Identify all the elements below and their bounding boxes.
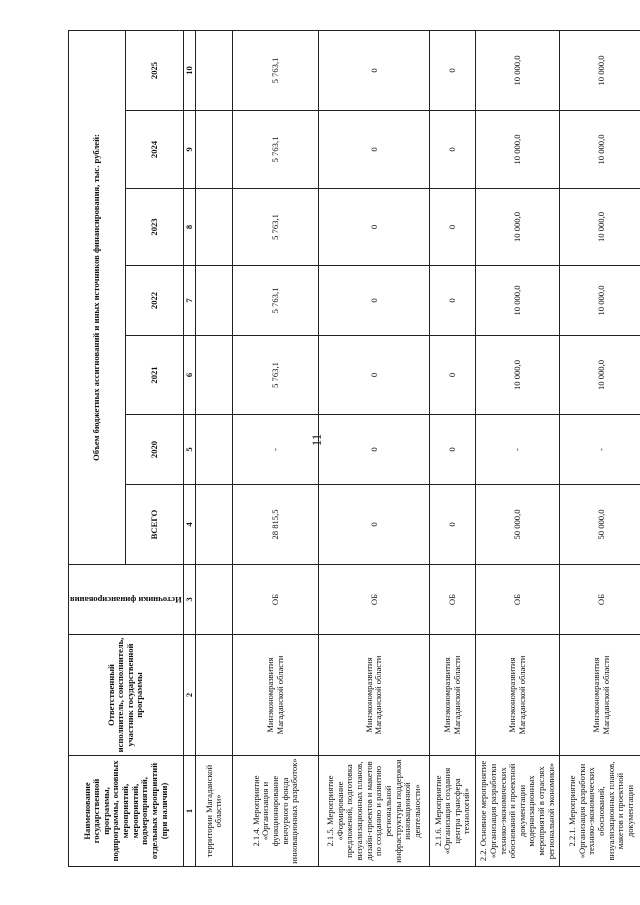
row-value-2021: 10 000,0 xyxy=(476,336,560,415)
row-name: 2.1.4. Мероприятие «Организация и функционирование венчурного фонда инновационных разработок» xyxy=(233,756,319,867)
row-value-2023: 10 000,0 xyxy=(476,189,560,266)
row-value-2020: - xyxy=(476,415,560,485)
row-value-2022: 10 000,0 xyxy=(476,266,560,336)
row-executor: Минэкономразвития Магаданской области xyxy=(476,635,560,756)
row-value-total: 50 000,0 xyxy=(476,485,560,565)
row-executor: Минэкономразвития Магаданской области xyxy=(560,635,640,756)
row-value-2023: 0 xyxy=(319,189,430,266)
row-name: 2.1.5. Мероприятие «Формирование предложений, подготовка визуализационных планов, дизайн-проектов и макетов по созданию и развитию региональной инфраструктуры поддержки инновационной деятельности» xyxy=(319,756,430,867)
row-executor: Минэкономразвития Магаданской области xyxy=(233,635,319,756)
row-funding-source: ОБ xyxy=(476,565,560,635)
row-value-total: 0 xyxy=(430,485,476,565)
column-number-8: 8 xyxy=(183,189,196,266)
column-number-1: 1 xyxy=(183,756,196,867)
row-value-2023: 5 763,1 xyxy=(233,189,319,266)
header-budget-volume: Объем бюджетных ассигнований и иных источников финансирования, тыс. рублей: xyxy=(69,31,126,565)
row-value-total: 50 000,0 xyxy=(560,485,640,565)
row-value-2024: 0 xyxy=(319,111,430,189)
rotated-page-content xyxy=(68,31,635,867)
row-value-2020: - xyxy=(233,415,319,485)
row-name: 2.2. Основное мероприятие «Организация разработки технико-экономических обоснований и проектной документации модернизационных мероприятий в отраслях региональной экономики» xyxy=(476,756,560,867)
header-year-2021: 2021 xyxy=(126,336,183,415)
column-number-7: 7 xyxy=(183,266,196,336)
row-value-2024: 10 000,0 xyxy=(560,111,640,189)
row-value-2023 xyxy=(196,189,233,266)
header-year-2022: 2022 xyxy=(126,266,183,336)
row-value-2022: 5 763,1 xyxy=(233,266,319,336)
header-year-total: ВСЕГО xyxy=(126,485,183,565)
row-value-2025 xyxy=(196,31,233,111)
header-year-2023: 2023 xyxy=(126,189,183,266)
table-row xyxy=(476,31,560,867)
row-value-2020: 0 xyxy=(430,415,476,485)
table-row xyxy=(560,31,640,867)
header-name-column: Наименование государственной программы, подпрограммы, основных мероприятий, мероприятий, подмероприятий, отдельных мероприятий (при наличии) xyxy=(69,756,184,867)
header-funding-source-column xyxy=(69,565,184,635)
row-value-2024: 0 xyxy=(430,111,476,189)
column-number-10: 10 xyxy=(183,31,196,111)
row-value-2025: 0 xyxy=(430,31,476,111)
row-funding-source xyxy=(196,565,233,635)
row-value-2021: 0 xyxy=(430,336,476,415)
row-value-2025: 10 000,0 xyxy=(560,31,640,111)
row-value-2021: 0 xyxy=(319,336,430,415)
row-funding-source: ОБ xyxy=(560,565,640,635)
row-funding-source: ОБ xyxy=(430,565,476,635)
row-value-2020 xyxy=(196,415,233,485)
row-value-2023: 10 000,0 xyxy=(560,189,640,266)
row-value-total: 28 815,5 xyxy=(233,485,319,565)
row-name: территории Магаданской области» xyxy=(196,756,233,867)
row-value-2020: - xyxy=(560,415,640,485)
column-number-6: 6 xyxy=(183,336,196,415)
column-number-2: 2 xyxy=(183,635,196,756)
header-year-2024: 2024 xyxy=(126,111,183,189)
table-row xyxy=(196,31,233,867)
column-number-4: 4 xyxy=(183,485,196,565)
table-row xyxy=(233,31,319,867)
header-executor-column: Ответственный исполнитель, соисполнитель, участник государственной программы xyxy=(69,635,184,756)
row-value-2024: 10 000,0 xyxy=(476,111,560,189)
row-value-2024: 5 763,1 xyxy=(233,111,319,189)
row-value-total: 0 xyxy=(319,485,430,565)
row-value-2023: 0 xyxy=(430,189,476,266)
row-funding-source: ОБ xyxy=(319,565,430,635)
column-number-9: 9 xyxy=(183,111,196,189)
budget-table xyxy=(68,30,640,867)
column-number-3: 3 xyxy=(183,565,196,635)
row-value-2021: 5 763,1 xyxy=(233,336,319,415)
row-value-2021: 10 000,0 xyxy=(560,336,640,415)
row-value-2021 xyxy=(196,336,233,415)
table-row xyxy=(430,31,476,867)
row-value-total xyxy=(196,485,233,565)
header-funding-source-label: Источники финансирования xyxy=(70,595,182,606)
header-year-2025: 2025 xyxy=(126,31,183,111)
row-value-2025: 0 xyxy=(319,31,430,111)
row-name: 2.2.1. Мероприятие «Организация разработки технико-экономических обоснований, визуализационных планов, макетов и проектной документации xyxy=(560,756,640,867)
row-value-2025: 10 000,0 xyxy=(476,31,560,111)
row-executor xyxy=(196,635,233,756)
row-executor: Минэкономразвития Магаданской области xyxy=(430,635,476,756)
row-value-2022 xyxy=(196,266,233,336)
table-row xyxy=(319,31,430,867)
row-executor: Минэкономразвития Магаданской области xyxy=(319,635,430,756)
row-name: 2.1.6. Мероприятие «Организация создания центра трансфера технологий» xyxy=(430,756,476,867)
row-value-2022: 10 000,0 xyxy=(560,266,640,336)
page-number: 11 xyxy=(309,433,324,447)
row-value-2022: 0 xyxy=(430,266,476,336)
row-funding-source: ОБ xyxy=(233,565,319,635)
row-value-2020: 0 xyxy=(319,415,430,485)
row-value-2022: 0 xyxy=(319,266,430,336)
column-number-5: 5 xyxy=(183,415,196,485)
row-value-2024 xyxy=(196,111,233,189)
header-year-2020: 2020 xyxy=(126,415,183,485)
row-value-2025: 5 763,1 xyxy=(233,31,319,111)
